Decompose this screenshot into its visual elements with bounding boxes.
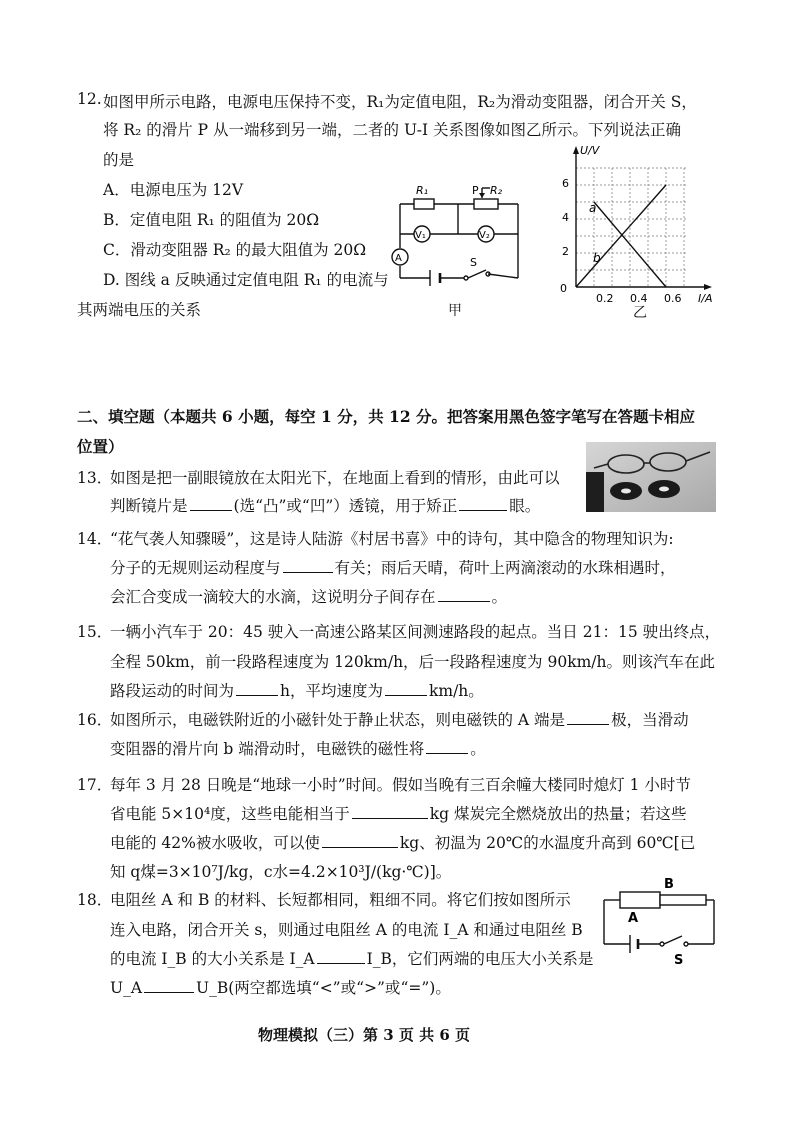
- q13-text-b: (选“凸”或“凹”）透镜，用于矫正: [233, 497, 458, 515]
- q18-blank-2[interactable]: [144, 977, 194, 993]
- graph-xtick-06: 0.6: [664, 292, 682, 305]
- q15-text-a: 路段运动的时间为: [110, 682, 235, 700]
- q16-number: 16．: [77, 711, 113, 729]
- q18-line4: [110, 976, 451, 998]
- q18-text-c: U_A: [110, 979, 143, 997]
- q16-line2: [110, 737, 486, 759]
- q12-option-c: C．滑动变阻器 R₂ 的最大阻值为 20Ω: [103, 241, 367, 259]
- q13-line2: [110, 494, 540, 516]
- circuit-v2-label: V₂: [479, 230, 490, 241]
- q15-line3: [110, 679, 484, 701]
- q14-text-b: 有关；雨后天晴，荷叶上两滴滚动的水珠相遇时，: [334, 559, 676, 577]
- graph-curve-b-label: b: [593, 251, 601, 265]
- q18-number: 18．: [77, 891, 113, 909]
- q18-line2: 连入电路，闭合开关 s，则通过电阻丝 A 的电流 I_A 和通过电阻丝 B: [110, 921, 583, 939]
- circuit-v1-label: V₁: [415, 230, 426, 241]
- q13-text-c: 眼。: [509, 497, 541, 515]
- ui-graph-yi: [548, 140, 728, 305]
- q17-line1: 每年 3 月 28 日晚是“地球一小时”时间。假如当晚有三百余幢大楼同时熄灯 1 小时节: [110, 776, 691, 794]
- q13-line1: 如图是把一副眼镜放在太阳光下，在地面上看到的情形，由此可以: [110, 469, 560, 487]
- q18-line3: [110, 947, 593, 969]
- q17-text-b: kg 煤炭完全燃烧放出的热量；若这些: [429, 805, 687, 823]
- section2-title-cont: 位置）: [77, 437, 124, 456]
- q16-text-b: 极，当滑动: [611, 711, 689, 729]
- q16-blank-1[interactable]: [567, 709, 609, 725]
- q15-text-c: km/h。: [429, 682, 484, 700]
- q12-line1: 如图甲所示电路，电源电压保持不变，R₁为定值电阻，R₂为滑动变阻器，闭合开关 S，: [103, 93, 697, 111]
- q15-line2: 全程 50km，前一段路程速度为 120km/h，后一段路程速度为 90km/h。则该汽车在此: [110, 653, 715, 671]
- q18-blank-1[interactable]: [317, 948, 365, 964]
- q17-line4: 知 q煤=3×10⁷J/kg，c水=4.2×10³J/(kg·℃)]。: [110, 863, 452, 881]
- q16-text-a: 如图所示，电磁铁附近的小磁针处于静止状态，则电磁铁的 A 端是: [110, 711, 566, 729]
- q15-line1: 一辆小汽车于 20：45 驶入一高速公路某区间测速路段的起点。当日 21：15 驶出终点，: [110, 623, 721, 641]
- section2-title: 二、填空题（本题共 6 小题，每空 1 分，共 12 分。把答案用黑色签字笔写在答题卡相应: [77, 407, 696, 426]
- q15-number: 15．: [77, 623, 113, 641]
- q14-blank-2[interactable]: [438, 586, 490, 602]
- q13-number: 13．: [77, 469, 113, 487]
- graph-xtick-04: 0.4: [630, 292, 648, 305]
- q12-option-d-cont: 其两端电压的关系: [77, 301, 202, 319]
- graph-curve-a-label: a: [589, 201, 597, 215]
- graph-ytick-4: 4: [562, 211, 569, 224]
- q18-fig-label-b: B: [664, 877, 674, 892]
- circuit-switch-label: S: [470, 256, 477, 269]
- q14-line3: [110, 585, 507, 607]
- q17-line3: [110, 831, 695, 853]
- q15-blank-2[interactable]: [385, 680, 427, 696]
- q14-text-d: 。: [491, 588, 508, 606]
- page-footer: 物理模拟（三）第 3 页 共 6 页: [258, 1026, 470, 1044]
- q14-blank-1[interactable]: [283, 557, 333, 573]
- graph-xtick-02: 0.2: [596, 292, 614, 305]
- q14-line2: [110, 556, 676, 578]
- figure-jia-caption: 甲: [448, 303, 462, 319]
- glasses-photo: [586, 442, 716, 512]
- q12-option-d: D. 图线 a 反映通过定值电阻 R₁ 的电流与: [103, 271, 389, 289]
- q15-text-b: h，平均速度为: [280, 682, 383, 700]
- q16-line1: [110, 708, 689, 730]
- q12-line3: 的是: [103, 151, 135, 169]
- q18-line1: 电阻丝 A 和 B 的材料、长短都相同，粗细不同。将它们按如图所示: [110, 891, 571, 909]
- graph-ytick-6: 6: [562, 177, 569, 190]
- circuit-r1-label: R₁: [416, 184, 429, 197]
- q14-line1: “花气袭人知骤暖”，这是诗人陆游《村居书喜》中的诗句，其中隐含的物理知识为:: [110, 530, 674, 548]
- q18-text-d: U_B(两空都选填“<”或“>”或“=”)。: [196, 979, 451, 997]
- q17-text-d: kg、初温为 20℃的水温度升高到 60℃[已: [399, 834, 696, 852]
- q13-text-a: 判断镜片是: [110, 497, 188, 515]
- q18-circuit-diagram: [596, 872, 721, 967]
- circuit-ammeter-label: A: [395, 253, 402, 264]
- q18-fig-label-s: S: [674, 953, 684, 967]
- q17-text-c: 电能的 42%被水吸收，可以使: [110, 834, 320, 852]
- circuit-diagram-jia: [378, 178, 528, 288]
- q14-text-a: 分子的无规则运动程度与: [110, 559, 281, 577]
- q14-text-c: 会汇合变成一滴较大的水滴，这说明分子间存在: [110, 588, 436, 606]
- q13-blank-1[interactable]: [190, 495, 232, 511]
- q17-number: 17．: [77, 776, 113, 794]
- q17-blank-2[interactable]: [322, 832, 398, 848]
- graph-ylabel: U/V: [580, 144, 600, 157]
- q15-blank-1[interactable]: [236, 680, 278, 696]
- q12-number: 12.: [77, 90, 102, 108]
- circuit-p-label: P: [472, 184, 479, 197]
- q12-option-a: A．电源电压为 12V: [103, 181, 244, 199]
- q16-blank-2[interactable]: [426, 738, 468, 754]
- q16-text-d: 。: [470, 740, 486, 758]
- q17-blank-1[interactable]: [352, 803, 428, 819]
- q16-text-c: 变阻器的滑片向 b 端滑动时，电磁铁的磁性将: [110, 740, 425, 758]
- graph-origin: 0: [560, 282, 567, 295]
- q17-line2: [110, 802, 686, 824]
- graph-xlabel: I/A: [698, 292, 713, 305]
- graph-ytick-2: 2: [562, 245, 569, 258]
- figure-yi-caption: 乙: [633, 305, 647, 321]
- q13-blank-2[interactable]: [459, 495, 507, 511]
- q17-text-a: 省电能 5×10⁴度，这些电能相当于: [110, 805, 350, 823]
- q14-number: 14．: [77, 530, 113, 548]
- circuit-r2-label: R₂: [490, 184, 503, 197]
- q18-text-b: I_B，它们两端的电压大小关系是: [366, 950, 594, 968]
- q12-line2: 将 R₂ 的滑片 P 从一端移到另一端，二者的 U-I 关系图像如图乙所示。下列说法正确: [103, 121, 682, 139]
- q12-option-b: B．定值电阻 R₁ 的阻值为 20Ω: [103, 211, 320, 229]
- q18-text-a: 的电流 I_B 的大小关系是 I_A: [110, 950, 315, 968]
- q18-fig-label-a: A: [628, 911, 639, 926]
